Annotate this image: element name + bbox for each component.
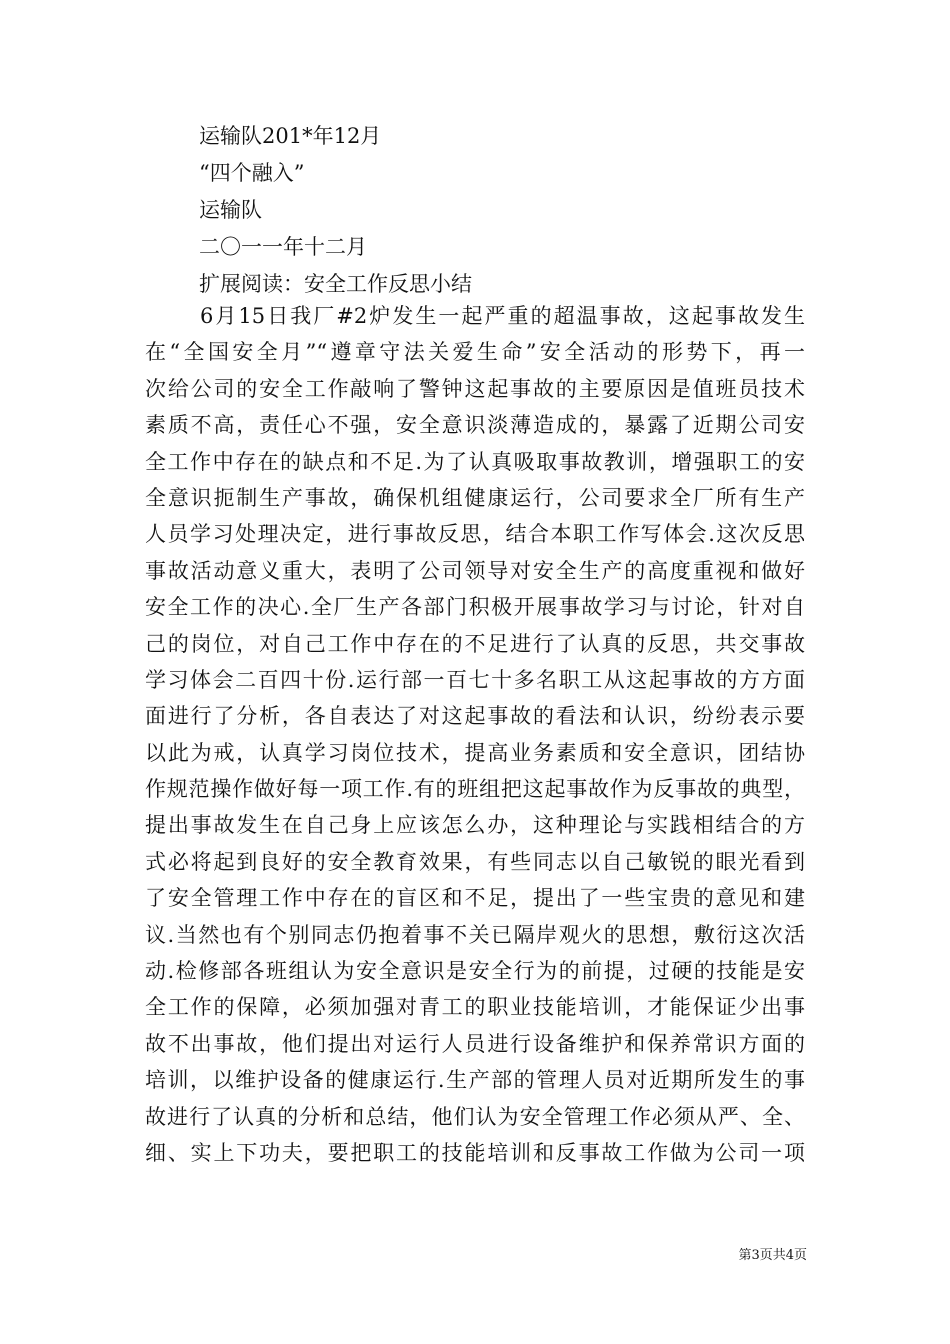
body-line: 次给公司的安全工作敲响了警钟这起事故的主要原因是值班员技术 xyxy=(145,376,805,401)
body-line: 人员学习处理决定，进行事故反思，结合本职工作写体会.这次反思 xyxy=(145,522,805,547)
body-line: 故不出事故，他们提出对运行人员进行设备维护和保养常识方面的 xyxy=(145,1031,805,1056)
body-line: 全意识扼制生产事故，确保机组健康运行，公司要求全厂所有生产 xyxy=(145,485,805,510)
body-line: 式必将起到良好的安全教育效果，有些同志以自己敏锐的眼光看到 xyxy=(145,849,805,874)
header-line-title: “四个融入” xyxy=(199,161,305,185)
body-line: 素质不高，责任心不强，安全意识淡薄造成的，暴露了近期公司安 xyxy=(145,413,805,438)
body-line: 事故活动意义重大，表明了公司领导对安全生产的高度重视和做好 xyxy=(145,558,805,583)
body-line: 6月15日我厂#2炉发生一起严重的超温事故，这起事故发生 xyxy=(200,304,805,328)
body-line: 安全工作的决心.全厂生产各部门积极开展事故学习与讨论，针对自 xyxy=(145,595,805,620)
body-line: 面进行了分析，各自表达了对这起事故的看法和认识，纷纷表示要 xyxy=(145,704,805,729)
header-block xyxy=(199,118,819,303)
body-line: 以此为戒，认真学习岗位技术，提高业务素质和安全意识，团结协 xyxy=(145,740,805,765)
page-number: 第3页共4页 xyxy=(738,1248,807,1263)
body-line: 在“全国安全月”“遵章守法关爱生命”安全活动的形势下，再一 xyxy=(145,340,805,365)
body-line: 故进行了认真的分析和总结，他们认为安全管理工作必须从严、全、 xyxy=(145,1104,805,1129)
header-line-date: 二〇一一年十二月 xyxy=(199,235,367,259)
body-line: 了安全管理工作中存在的盲区和不足，提出了一些宝贵的意见和建 xyxy=(145,886,805,911)
body-line: 细、实上下功夫，要把职工的技能培训和反事故工作做为公司一项 xyxy=(145,1140,805,1165)
body-line: 提出事故发生在自己身上应该怎么办，这种理论与实践相结合的方 xyxy=(145,813,805,838)
header-line-unit: 运输队 xyxy=(199,198,262,222)
body-line: 全工作的保障，必须加强对青工的职业技能培训，才能保证少出事 xyxy=(145,995,805,1020)
header-line-extended-reading: 扩展阅读：安全工作反思小结 xyxy=(199,272,472,296)
body-line: 全工作中存在的缺点和不足.为了认真吸取事故教训，增强职工的安 xyxy=(145,449,805,474)
body-line: 培训，以维护设备的健康运行.生产部的管理人员对近期所发生的事 xyxy=(145,1068,805,1093)
body-line: 动.检修部各班组认为安全意识是安全行为的前提，过硬的技能是安 xyxy=(145,959,805,984)
body-line: 学习体会二百四十份.运行部一百七十多名职工从这起事故的方方面 xyxy=(145,667,805,692)
body-line: 作规范操作做好每一项工作.有的班组把这起事故作为反事故的典型， xyxy=(145,777,805,802)
body-paragraph xyxy=(145,298,805,1171)
body-line: 己的岗位，对自己工作中存在的不足进行了认真的反思，共交事故 xyxy=(145,631,805,656)
body-line: 议.当然也有个别同志仍抱着事不关已隔岸观火的思想，敷衍这次活 xyxy=(145,922,805,947)
header-line-unit-date: 运输队201*年12月 xyxy=(199,124,382,148)
